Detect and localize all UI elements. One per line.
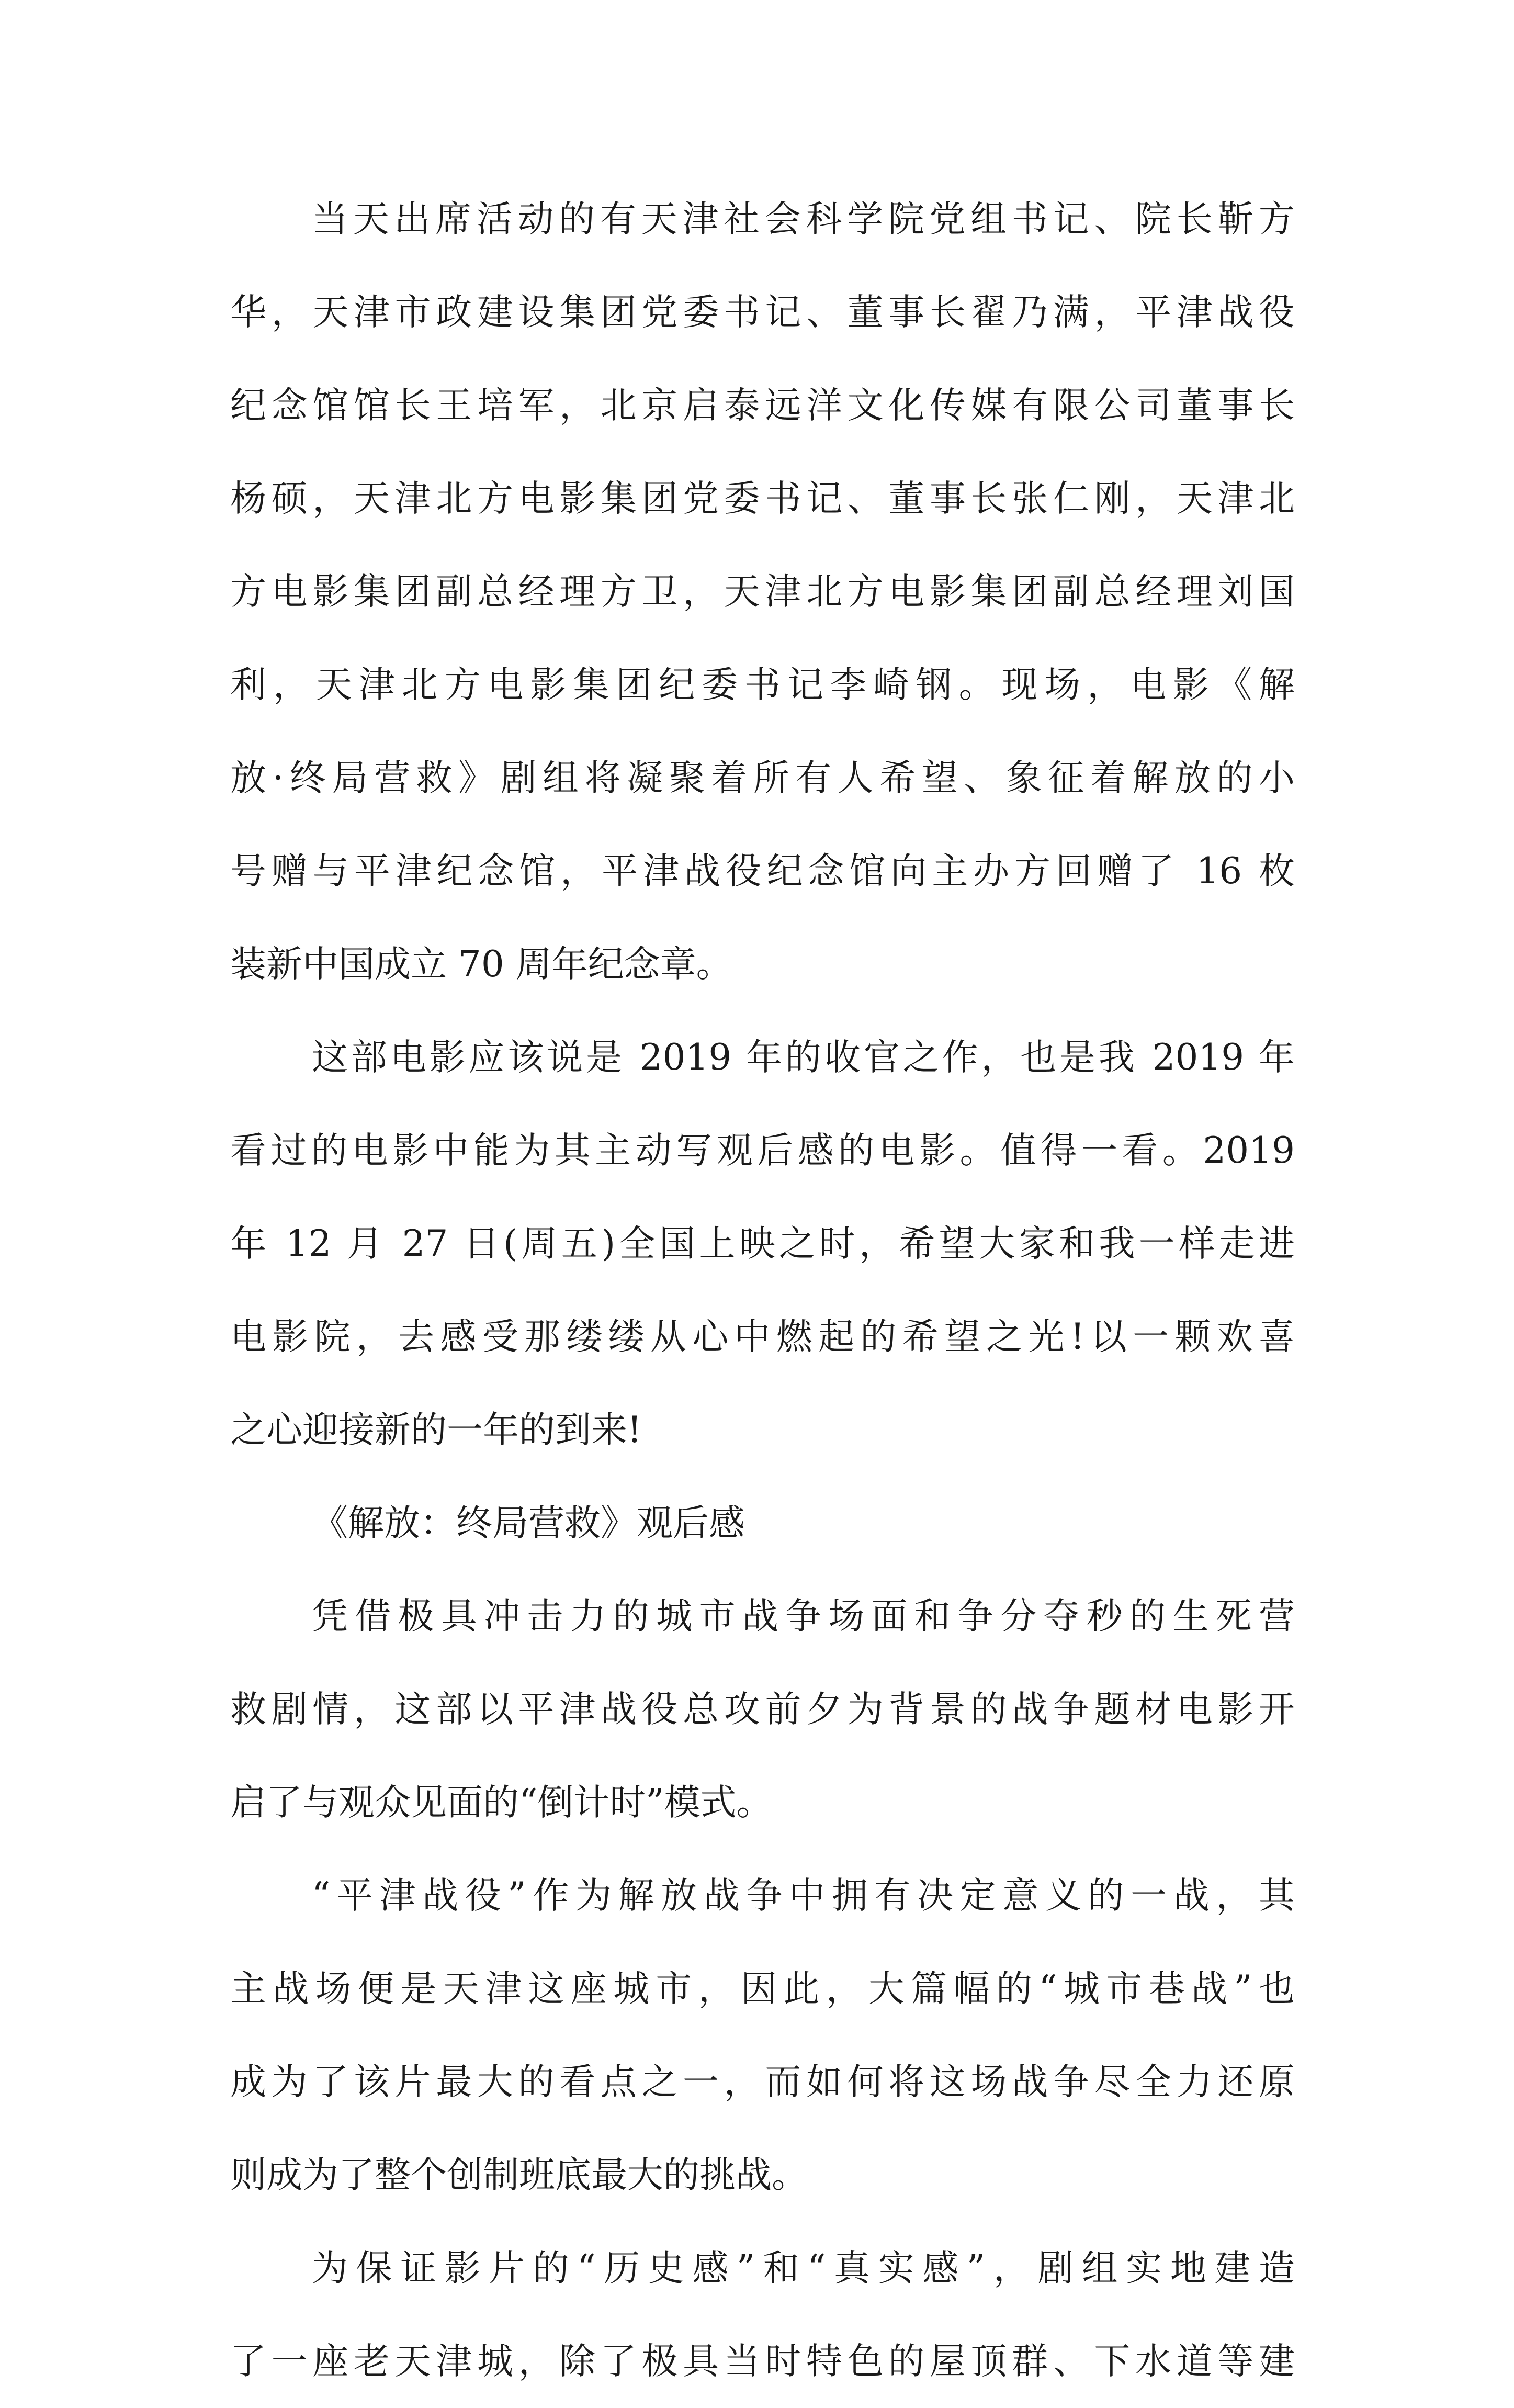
text-line: 电影院，去感受那缕缕从心中燃起的希望之光!以一颗欢喜 (230, 1316, 1295, 1358)
text-line: 装新中国成立 70 周年纪念章。 (230, 943, 732, 985)
text-line: 启了与观众见面的“倒计时”模式。 (230, 1782, 773, 1824)
text-line: 凭借极具冲击力的城市战争场面和争分夺秒的生死营 (312, 1595, 1295, 1637)
text-line: 当天出席活动的有天津社会科学院党组书记、院长靳方 (312, 198, 1295, 240)
text-line: 利，天津北方电影集团纪委书记李崎钢。现场，电影《解 (230, 664, 1295, 706)
text-line: 救剧情，这部以平津战役总攻前夕为背景的战争题材电影开 (230, 1689, 1295, 1730)
text-line: 放·终局营救》剧组将凝聚着所有人希望、象征着解放的小 (230, 757, 1295, 799)
text-line: 则成为了整个创制班底最大的挑战。 (230, 2154, 808, 2196)
section-heading: 《解放：终局营救》观后感 (312, 1502, 745, 1544)
text-line: 主战场便是天津这座城市，因此，大篇幅的“城市巷战”也 (230, 1968, 1295, 2010)
text-line: 这部电影应该说是 2019 年的收官之作，也是我 2019 年 (312, 1037, 1295, 1078)
text-line: 成为了该片最大的看点之一，而如何将这场战争尽全力还原 (230, 2061, 1295, 2103)
text-line: 纪念馆馆长王培军，北京启泰远洋文化传媒有限公司董事长 (230, 385, 1295, 426)
text-line: 年 12 月 27 日(周五)全国上映之时，希望大家和我一样走进 (230, 1223, 1295, 1265)
text-line: 看过的电影中能为其主动写观后感的电影。值得一看。2019 (230, 1130, 1295, 1172)
text-line: 号赠与平津纪念馆，平津战役纪念馆向主办方回赠了 16 枚 (230, 850, 1295, 892)
text-line: 方电影集团副总经理方卫，天津北方电影集团副总经理刘国 (230, 571, 1295, 613)
article-body (230, 173, 1295, 2408)
text-line: 华，天津市政建设集团党委书记、董事长翟乃满，平津战役 (230, 291, 1295, 333)
text-line: 杨硕，天津北方电影集团党委书记、董事长张仁刚，天津北 (230, 478, 1295, 520)
text-line: 之心迎接新的一年的到来! (230, 1409, 642, 1451)
text-line: 了一座老天津城，除了极具当时特色的屋顶群、下水道等建 (230, 2341, 1295, 2382)
text-line: “平津战役”作为解放战争中拥有决定意义的一战，其 (312, 1875, 1295, 1917)
text-line: 为保证影片的“历史感”和“真实感”，剧组实地建造 (312, 2247, 1295, 2289)
